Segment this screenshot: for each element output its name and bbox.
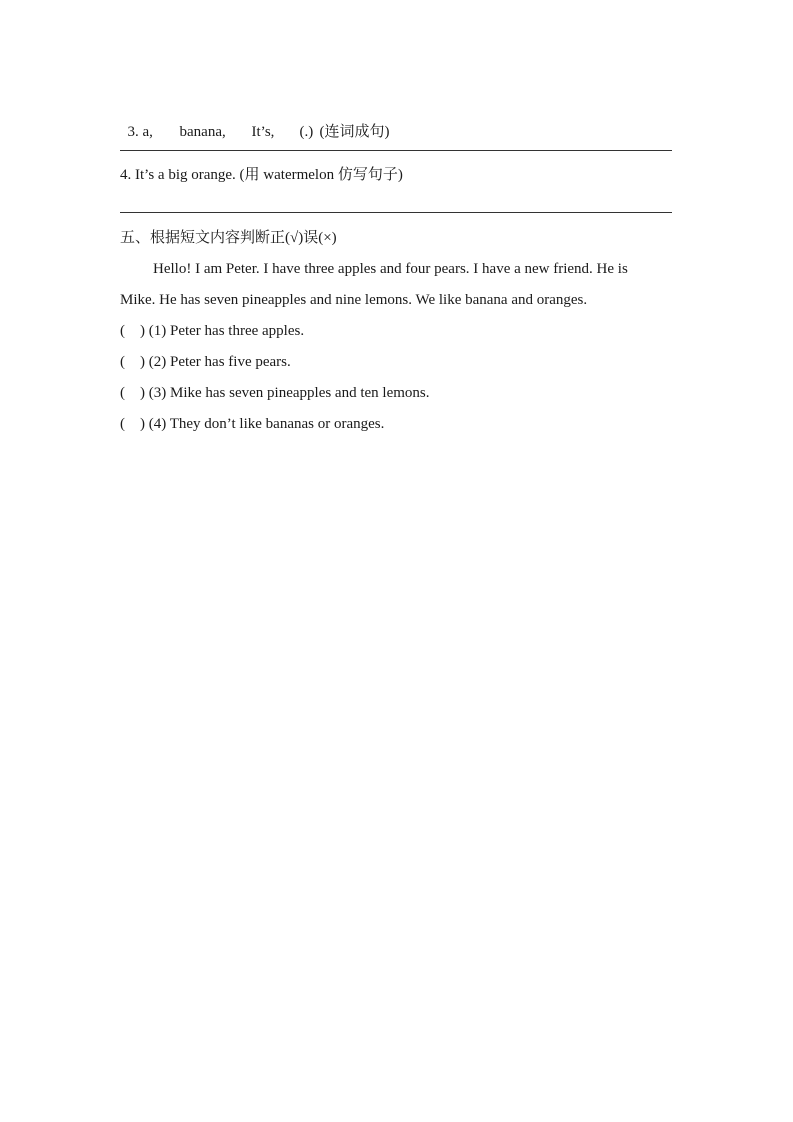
passage-line-1: Hello! I am Peter. I have three apples and four pears. I have a new friend. He is [153,261,628,277]
judge-item-4: ( ) (4) They don’t like bananas or oranges. [120,416,385,432]
question-3 [120,102,390,142]
passage-line-2: Mike. He has seven pineapples and nine lemons. We like banana and oranges. [120,292,588,308]
q3-word-3: It’s, [251,124,275,140]
q3-word-4: (.) [299,124,314,140]
section-5-title: 五、根据短文内容判断正(√)误(×) [120,230,337,246]
q3-word-2: banana, [179,124,226,140]
judge-item-3: ( ) (3) Mike has seven pineapples and ten lemons. [120,385,430,401]
judge-item-2: ( ) (2) Peter has five pears. [120,354,291,370]
question-4: 4. It’s a big orange. (用 watermelon 仿写句子) [120,167,403,183]
q3-instruction: (连词成句) [319,124,390,140]
q3-word-1: 3. a, [127,124,153,140]
judge-item-1: ( ) (1) Peter has three apples. [120,323,305,339]
answer-line-3 [120,150,672,151]
answer-line-4 [120,212,672,213]
